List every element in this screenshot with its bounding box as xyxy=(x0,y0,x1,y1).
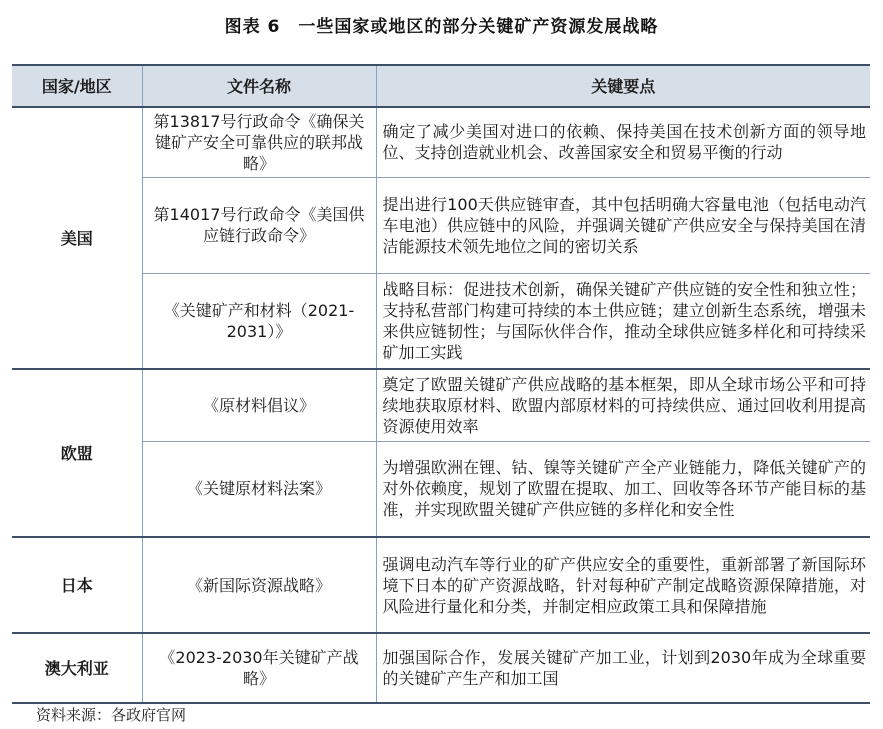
table-row xyxy=(12,633,870,703)
key-points: 为增强欧洲在锂、钴、镍等关键矿产全产业链能力，降低关键矿产的对外依赖度，规划了欧盟在提取、加工、回收等各环节产能目标的基准，并实现欧盟关键矿产供应链的多样化和安全性 xyxy=(376,441,870,537)
region-cell: 日本 xyxy=(12,537,142,633)
table-row xyxy=(12,537,870,633)
strategy-table xyxy=(12,64,870,704)
region-cell: 澳大利亚 xyxy=(12,633,142,703)
header-document: 文件名称 xyxy=(142,65,376,107)
document-name: 第13817号行政命令《确保关键矿产安全可靠供应的联邦战略》 xyxy=(142,107,376,177)
key-points: 提出进行100天供应链审查，其中包括明确大容量电池（包括电动汽车电池）供应链中的风险，并强调关键矿产供应安全与保持美国在清洁能源技术领先地位之间的密切关系 xyxy=(376,177,870,273)
key-points: 确定了减少美国对进口的依赖、保持美国在技术创新方面的领导地位、支持创造就业机会、改善国家安全和贸易平衡的行动 xyxy=(376,107,870,177)
key-points: 战略目标：促进技术创新，确保关键矿产供应链的安全性和独立性；支持私营部门构建可持续的本土供应链；建立创新生态系统，增强未来供应链韧性；与国际伙伴合作，推动全球供应链多样化和可持续采矿加工实践 xyxy=(376,273,870,369)
key-points: 加强国际合作，发展关键矿产加工业，计划到2030年成为全球重要的关键矿产生产和加工国 xyxy=(376,633,870,703)
document-name: 第14017号行政命令《美国供应链行政命令》 xyxy=(142,177,376,273)
document-name: 《原材料倡议》 xyxy=(142,369,376,441)
region-cell: 欧盟 xyxy=(12,369,142,537)
header-key-points: 关键要点 xyxy=(376,65,870,107)
key-points: 强调电动汽车等行业的矿产供应安全的重要性，重新部署了新国际环境下日本的矿产资源战略，针对每种矿产制定战略资源保障措施，对风险进行量化和分类，并制定相应政策工具和保障措施 xyxy=(376,537,870,633)
header-region: 国家/地区 xyxy=(12,65,142,107)
source-note: 资料来源：各政府官网 xyxy=(36,706,187,724)
region-cell: 美国 xyxy=(12,107,142,369)
document-name: 《关键矿产和材料（2021-2031）》 xyxy=(142,273,376,369)
document-name: 《新国际资源战略》 xyxy=(142,537,376,633)
table-row xyxy=(12,369,870,441)
table-row xyxy=(12,107,870,177)
key-points: 奠定了欧盟关键矿产供应战略的基本框架，即从全球市场公平和可持续地获取原材料、欧盟内部原材料的可持续供应、通过回收利用提高资源使用效率 xyxy=(376,369,870,441)
document-name: 《关键原材料法案》 xyxy=(142,441,376,537)
header-row xyxy=(12,65,870,107)
document-name: 《2023-2030年关键矿产战略》 xyxy=(142,633,376,703)
table-title: 图表 6 一些国家或地区的部分关键矿产资源发展战略 xyxy=(224,17,659,37)
